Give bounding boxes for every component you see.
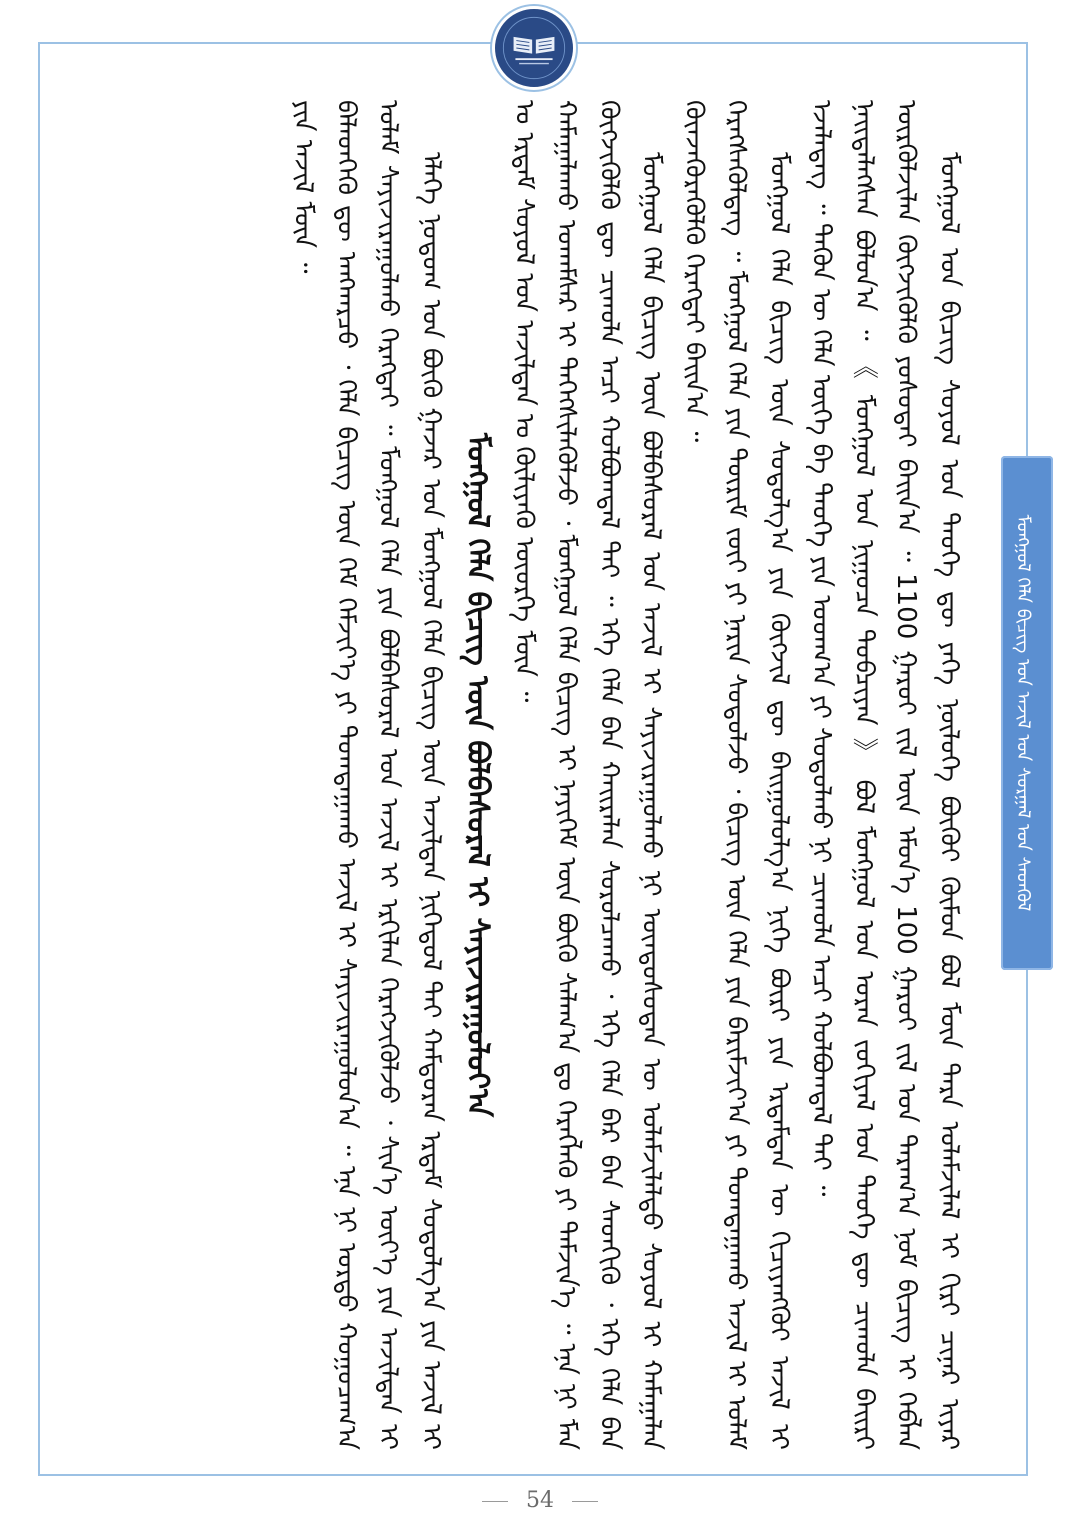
- footer-dash: [572, 1501, 598, 1502]
- paragraph: ᠮᠣᠩᠭᠣᠯ ᠤᠨ ᠪᠢᠴᠢᠭ ᠰᠣᠶᠣᠯ ᠤᠨ ᠲᠡᠦᠬᠡ ᠳᠦ ᠶᠡᠬᠡ ᠨᠥᠯᠦᠭᠡ ᠪᠦᠬᠦᠢ ᠬᠦᠮᠦᠨ ᠪᠣᠯ ᠮᠥᠨ ᠲᠡᠷᠡ ᠤᠯᠠᠮᠵᠢᠯᠠᠯ ᠢ ᠬᠢᠷᠢ ᠴᠢᠨᠠᠷ ᠢᠶᠠᠷ ᠦᠷᠭᠦᠯᠵᠢᠯᠡᠨ ᠬᠥᠭᠵᠢᠭᠦᠯᠬᠦ ᠶᠤᠰᠤᠲᠠᠢ ᠪᠠᠢᠨ᠎ᠠ ᠃ 1100 ᠭᠠᠷᠤᠢ ᠵᠢᠯ ᠦᠨ ᠡᠮᠦᠨ᠎ᠡ 100 ᠭᠠᠷᠤᠢ ᠵᠢᠯ ᠤᠨ ᠳᠠᠷᠠᠭ᠎ᠠ ᠨᠣᠮ ᠪᠢᠴᠢᠭ ᠢ ᠬᠡᠪᠯᠡᠨ ᠨᠡᠢᠲᠡᠯᠡᠭᠰᠡᠨ ᠪᠣᠯᠤᠨ᠎ᠠ ᠃ 《 ᠮᠣᠩᠭᠣᠯ ᠤᠨ ᠨᠢᠭᠤᠴᠠ ᠲᠣᠪᠴᠢᠶᠠᠨ 》 ᠪᠣᠯ ᠮᠣᠩᠭᠣᠯ ᠤᠨ ᠤᠷᠠᠨ ᠵᠣᠬᠢᠶᠠᠯ ᠤᠨ ᠲᠡᠦᠬᠡ ᠳᠦ ᠴᠢᠬᠤᠯᠠ ᠪᠠᠢᠷᠢ ᠡᠵᠡᠯᠡᠳᠡᠭ ᠃ ᠲᠡᠭᠦᠨ ᠦ ᠬᠡᠯᠡ ᠦᠭᠡ ᠪᠠ ᠲᠡᠦᠬᠡ ᠶᠢᠨ ᠤᠳᠬ᠎ᠠ ᠶᠢ ᠰᠤᠳᠤᠯᠬᠤ ᠨᠢ ᠴᠢᠬᠤᠯᠠ ᠠᠴᠢ ᠬᠣᠯᠪᠣᠭᠳᠠᠯ ᠲᠠᠢ ᠃: [806, 100, 964, 1450]
- section-heading: ᠮᠣᠩᠭᠣᠯ ᠬᠡᠯᠡ ᠪᠢᠴᠢᠭ ᠦᠨ ᠪᠣᠯᠪᠠᠰᠤᠷᠠᠯ ᠢ ᠰᠠᠶᠢᠵᠢᠷᠠᠭᠤᠯᠤᠶ᠎ᠠ: [460, 433, 496, 1117]
- section-title: ᠮᠣᠩᠭᠣᠯ ᠬᠡᠯᠡ ᠪᠢᠴᠢᠭ ᠤᠨ ᠠᠵᠢᠯ ᠤᠨ ᠰᠤᠷᠭᠠᠯ ᠤᠨ ᠰᠡᠳᠬᠦᠯ: [1012, 514, 1034, 912]
- footer-dash: [482, 1501, 508, 1502]
- section-side-tab: [1001, 456, 1053, 970]
- paragraph: ᠡᠯᠡᠭᠡ ᠨᠤᠲᠤᠭ ᠤᠨ ᠪᠦᠬᠦ ᠭᠠᠵᠠᠷ ᠤᠨ ᠮᠣᠩᠭᠣᠯ ᠬᠡᠯᠡ ᠪᠢᠴᠢᠭ ᠦᠨ ᠠᠵᠢᠯᠲᠠᠨ ᠨᠢᠭᠡᠳᠦᠯ ᠲᠡᠢ ᠬᠠᠮᠲᠤᠷᠠᠨ ᠡᠷᠳᠡᠮ ᠰᠤᠳᠤᠯᠭ᠎ᠠ ᠶᠢᠨ ᠠᠵᠢᠯ ᠢ ᠤᠯᠠᠮ ᠰᠠᠶᠢᠵᠢᠷᠠᠭᠤᠯᠬᠤ ᠬᠡᠷᠡᠭᠲᠡᠢ ᠃ ᠮᠣᠩᠭᠣᠯ ᠬᠡᠯᠡ ᠶᠢᠨ ᠪᠣᠯᠪᠠᠰᠤᠷᠠᠯ ᠤᠨ ᠠᠵᠢᠯ ᠢ ᠡᠷᠬᠢᠯᠡᠨ ᠬᠡᠷᠡᠭᠵᠢᠭᠦᠯᠵᠦ ᠂ ᠰᠢᠨ᠎ᠡ ᠦᠶ᠎ᠡ ᠶᠢᠨ ᠠᠵᠢᠯᠲᠠᠨ ᠢ ᠪᠡᠯᠡᠳᠬᠡᠬᠦ ᠳᠦ ᠠᠩᠬᠠᠷᠴᠤ ᠂ ᠬᠡᠯᠡ ᠪᠢᠴᠢᠭ ᠦᠨ ᠬᠡᠮ ᠬᠡᠮᠵᠢᠶ᠎ᠡ ᠶᠢ ᠲᠣᠭᠲᠠᠭᠠᠬᠤ ᠠᠵᠢᠯ ᠢ ᠰᠠᠶᠢᠵᠢᠷᠠᠭᠤᠯᠤᠨ᠎ᠠ ᠃ ᠡᠨᠡ ᠨᠢ ᠤᠷᠲᠤ ᠬᠤᠭᠤᠴᠠᠭ᠎ᠠ ᠶᠢᠨ ᠠᠵᠢᠯ ᠮᠥᠨ ᠃: [288, 100, 446, 1450]
- publication-logo: [492, 6, 576, 90]
- article-text: [90, 100, 970, 1450]
- book-emblem-icon: [495, 9, 573, 87]
- article-body: [90, 100, 970, 1450]
- page-footer: [0, 1488, 1080, 1513]
- paragraph: ᠮᠣᠩᠭᠣᠯ ᠬᠡᠯᠡ ᠪᠢᠴᠢᠭ ᠦᠨ ᠰᠤᠳᠤᠯᠭ᠎ᠠ ᠶᠢᠨ ᠬᠥᠭᠵᠢᠯ ᠳᠦ ᠪᠠᠢᠭᠤᠯᠤᠯᠭ᠎ᠠ ᠨᠢᠭᠡ ᠪᠦᠷᠢ ᠶᠢᠨ ᠡᠷᠳᠡᠮᠲᠡᠨ ᠦ ᠬᠢᠴᠢᠶᠡᠩᠭᠦᠢ ᠠᠵᠢᠯ ᠢ ᠬᠡᠷᠡᠭᠰᠡᠭᠦᠯᠳᠡᠭ ᠃ ᠮᠣᠩᠭᠣᠯ ᠬᠡᠯᠡ ᠶᠢᠨ ᠳᠦᠷᠢᠮ ᠵᠦᠢ ᠶᠢ ᠨᠠᠷᠢᠨ ᠰᠤᠳᠤᠯᠵᠤ ᠂ ᠪᠢᠴᠢᠭ ᠦᠨ ᠬᠡᠯᠡ ᠶᠢᠨ ᠪᠠᠷᠢᠮᠵᠢᠶ᠎ᠠ ᠶᠢ ᠲᠣᠭᠲᠠᠭᠠᠬᠤ ᠠᠵᠢᠯ ᠢ ᠤᠯᠠᠮ ᠭᠦᠨᠵᠡᠭᠦᠷᠡᠭᠦᠯᠬᠦ ᠬᠡᠷᠡᠭᠲᠡᠢ ᠪᠠᠢᠨ᠎ᠠ ᠃: [679, 100, 794, 1450]
- page-number: 54: [526, 1488, 554, 1513]
- paragraph: ᠮᠣᠩᠭᠣᠯ ᠬᠡᠯᠡ ᠪᠢᠴᠢᠭ ᠦᠨ ᠪᠣᠯᠪᠠᠰᠤᠷᠠᠯ ᠤᠨ ᠠᠵᠢᠯ ᠢ ᠰᠠᠶᠢᠵᠢᠷᠠᠭᠤᠯᠬᠤ ᠨᠢ ᠦᠨᠳᠦᠰᠦᠲᠡᠨ ᠦ ᠤᠯᠠᠮᠵᠢᠯᠠᠯᠲᠤ ᠰᠣᠶᠣᠯ ᠢ ᠬᠠᠮᠠᠭᠠᠯᠠᠨ ᠬᠥᠭᠵᠢᠭᠦᠯᠬᠦ ᠳᠦ ᠴᠢᠬᠤᠯᠠ ᠠᠴᠢ ᠬᠣᠯᠪᠣᠭᠳᠠᠯ ᠲᠠᠢ ᠃ ᠡᠬᠡ ᠬᠡᠯᠡ ᠪᠡᠨ ᠬᠠᠢᠷᠠᠯᠠᠨ ᠰᠤᠷᠤᠯᠴᠠᠬᠤ ᠂ ᠡᠬᠡ ᠬᠡᠯᠡ ᠪᠡᠷ ᠪᠠᠨ ᠰᠡᠳᠬᠢᠬᠦ ᠂ ᠡᠬᠡ ᠬᠡᠯᠡ ᠪᠡᠨ ᠬᠠᠮᠠᠭᠠᠯᠠᠬᠤ ᠤᠬᠠᠮᠰᠠᠷ ᠢ ᠳᠡᠭᠡᠭᠰᠢᠯᠡᠭᠦᠯᠵᠦ ᠂ ᠮᠣᠩᠭᠣᠯ ᠬᠡᠯᠡ ᠪᠢᠴᠢᠭ ᠢ ᠨᠡᠶᠢᠭᠡᠮ ᠦᠨ ᠪᠦᠬᠦ ᠰᠠᠯᠠᠭ᠎ᠠ ᠳᠤ ᠬᠡᠷᠡᠭᠯᠡᠬᠦ ᠶᠢ ᠳᠡᠮᠵᠢᠨ᠎ᠡ ᠃ ᠡᠨᠡ ᠨᠢ ᠮᠠᠨ ᠤ ᠡᠷᠳᠡᠮ ᠰᠣᠶᠣᠯ ᠤᠨ ᠠᠵᠢᠯᠲᠠᠨ ᠤ ᠬᠦᠯᠢᠶᠡᠬᠦ ᠦᠦᠷᠭᠡ ᠮᠥᠨ ᠃: [509, 100, 667, 1450]
